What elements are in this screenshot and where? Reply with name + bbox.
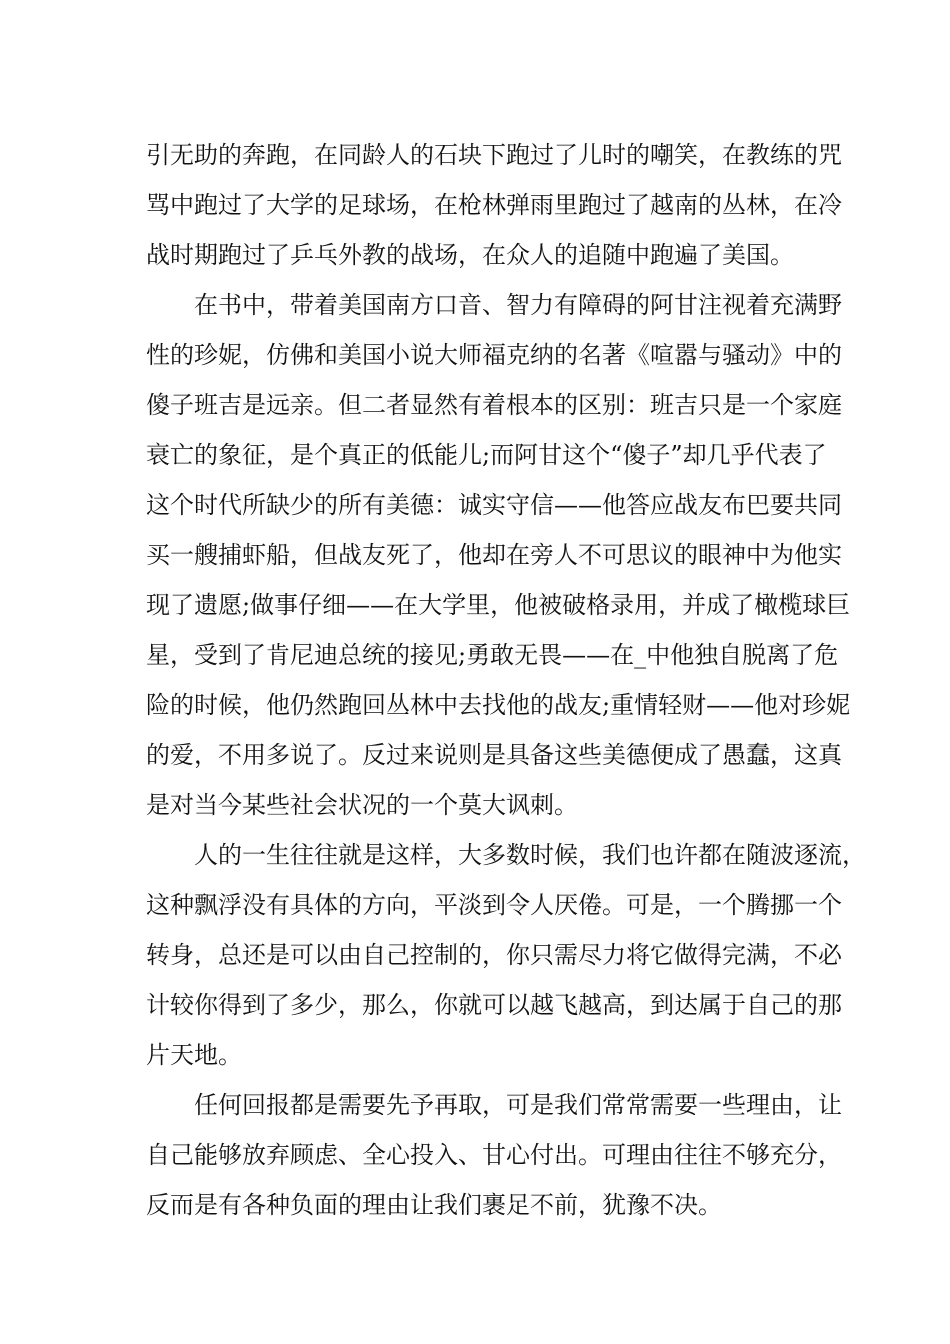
text-line: 性的珍妮，仿佛和美国小说大师福克纳的名著《喧嚣与骚动》中的 bbox=[146, 341, 842, 369]
text-line: 战时期跑过了乒乓外教的战场，在众人的追随中跑遍了美国。 bbox=[146, 241, 794, 269]
text-line: 片天地。 bbox=[146, 1041, 242, 1069]
text-line: 这种飘浮没有具体的方向，平淡到令人厌倦。可是，一个腾挪一个 bbox=[146, 891, 842, 919]
text-line: 星，受到了肯尼迪总统的接见;勇敢无畏——在_中他独自脱离了危 bbox=[146, 641, 839, 669]
text-line: 买一艘捕虾船，但战友死了，他却在旁人不可思议的眼神中为他实 bbox=[146, 541, 842, 569]
text-line: 反而是有各种负面的理由让我们裹足不前，犹豫不决。 bbox=[146, 1191, 722, 1219]
text-line: 傻子班吉是远亲。但二者显然有着根本的区别：班吉只是一个家庭 bbox=[146, 391, 842, 419]
paragraph-first-line: 在书中，带着美国南方口音、智力有障碍的阿甘注视着充满野 bbox=[194, 291, 842, 319]
text-line: 计较你得到了多少，那么，你就可以越飞越高，到达属于自己的那 bbox=[146, 991, 842, 1019]
text-line: 这个时代所缺少的所有美德：诚实守信——他答应战友布巴要共同 bbox=[146, 491, 842, 519]
text-line: 骂中跑过了大学的足球场，在枪林弹雨里跑过了越南的丛林，在冷 bbox=[146, 191, 842, 219]
text-line: 现了遗愿;做事仔细——在大学里，他被破格录用，并成了橄榄球巨 bbox=[146, 591, 851, 619]
text-line: 衰亡的象征，是个真正的低能儿;而阿甘这个“傻子”却几乎代表了 bbox=[146, 441, 827, 469]
text-line: 是对当今某些社会状况的一个莫大讽刺。 bbox=[146, 791, 578, 819]
text-line: 的爱，不用多说了。反过来说则是具备这些美德便成了愚蠢，这真 bbox=[146, 741, 842, 769]
text-line: 自己能够放弃顾虑、全心投入、甘心付出。可理由往往不够充分， bbox=[146, 1141, 842, 1169]
paragraph-first-line: 任何回报都是需要先予再取，可是我们常常需要一些理由，让 bbox=[194, 1091, 842, 1119]
text-line: 险的时候，他仍然跑回丛林中去找他的战友;重情轻财——他对珍妮 bbox=[146, 691, 851, 719]
text-line: 引无助的奔跑，在同龄人的石块下跑过了儿时的嘲笑，在教练的咒 bbox=[146, 141, 842, 169]
document-body bbox=[146, 130, 866, 1230]
text-line: 转身，总还是可以由自己控制的，你只需尽力将它做得完满，不必 bbox=[146, 941, 842, 969]
paragraph-first-line: 人的一生往往就是这样，大多数时候，我们也许都在随波逐流， bbox=[194, 841, 866, 869]
